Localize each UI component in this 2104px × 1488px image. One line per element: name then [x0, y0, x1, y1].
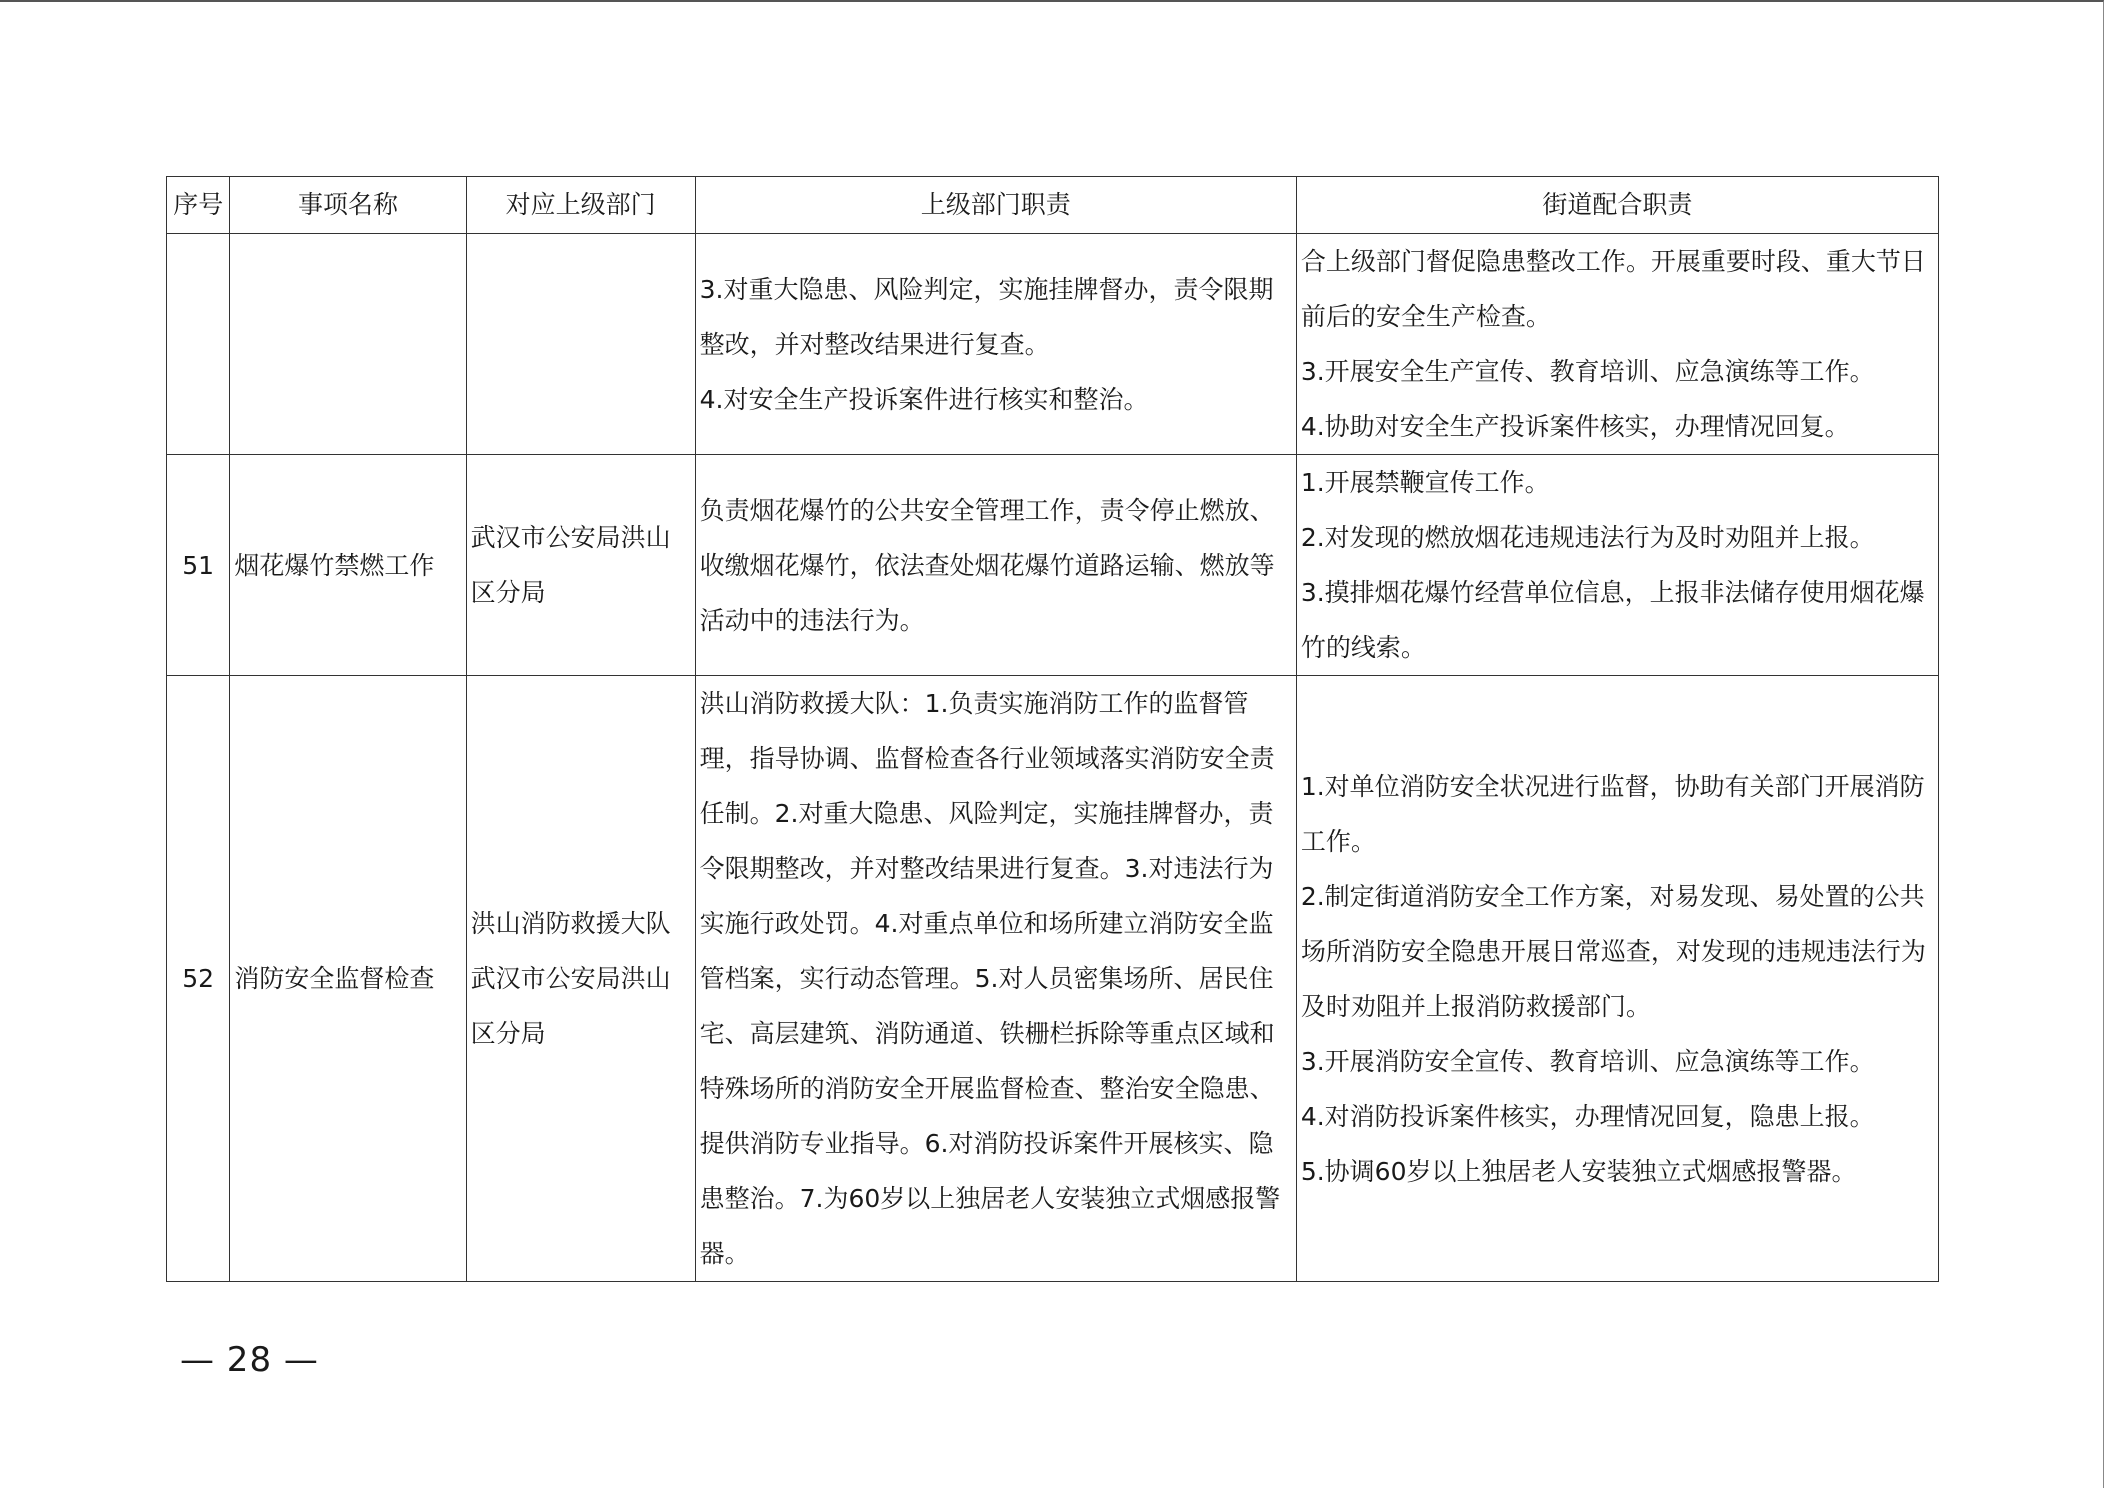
duty-table — [166, 176, 1939, 1282]
row-upper-duty — [695, 455, 1296, 676]
duty-paragraph: 5.协调60岁以上独居老人安装独立式烟感报警器。 — [1300, 1156, 1857, 1186]
duty-paragraph: 2.对发现的燃放烟花违规违法行为及时劝阻并上报。 — [1300, 523, 1875, 552]
header-num: 序号 — [167, 177, 230, 234]
duty-paragraph: 1.开展禁鞭宣传工作。 — [1300, 468, 1550, 497]
table-row — [167, 234, 1939, 455]
duty-paragraph: 1.对单位消防安全状况进行监督，协助有关部门开展消防工作。 — [1300, 771, 1925, 856]
dept-line: 洪山消防救援大队 — [470, 909, 671, 938]
duty-paragraph: 2.制定街道消防安全工作方案，对易发现、易处置的公共场所消防安全隐患开展日常巡查，对发现的违规违法行为及时劝阻并上报消防救援部门。 — [1300, 881, 1926, 1021]
row-upper-duty — [695, 234, 1296, 455]
row-street-duty — [1296, 676, 1938, 1282]
duty-paragraph: 3.摸排烟花爆竹经营单位信息，上报非法储存使用烟花爆竹的线索。 — [1300, 578, 1925, 662]
table-header-row — [167, 177, 1939, 234]
table-row — [167, 676, 1939, 1282]
page-number: — 28 — — [180, 1340, 319, 1380]
row-num: 51 — [167, 455, 230, 676]
duty-paragraph: 合上级部门督促隐患整改工作。开展重要时段、重大节日前后的安全生产检查。 — [1300, 247, 1926, 331]
row-street-duty — [1296, 455, 1938, 676]
header-item-name: 事项名称 — [230, 177, 466, 234]
duty-paragraph: 4.协助对安全生产投诉案件核实，办理情况回复。 — [1300, 412, 1850, 441]
header-street-duty: 街道配合职责 — [1296, 177, 1938, 234]
row-dept — [466, 234, 695, 455]
table-row — [167, 455, 1939, 676]
row-name: 烟花爆竹禁燃工作 — [230, 455, 466, 676]
row-upper-duty — [695, 676, 1296, 1282]
row-name — [230, 234, 466, 455]
row-num — [167, 234, 230, 455]
header-upper-duty: 上级部门职责 — [695, 177, 1296, 234]
dept-line: 武汉市公安局洪山区分局 — [470, 964, 671, 1048]
row-num: 52 — [167, 676, 230, 1282]
duty-paragraph: 3.对重大隐患、风险判定，实施挂牌督办，责令限期整改，并对整改结果进行复查。 — [699, 274, 1274, 359]
duty-paragraph: 4.对消防投诉案件核实，办理情况回复，隐患上报。 — [1300, 1101, 1875, 1131]
row-name: 消防安全监督检查 — [230, 676, 466, 1282]
row-dept — [466, 455, 695, 676]
duty-paragraph: 3.开展消防安全宣传、教育培训、应急演练等工作。 — [1300, 1046, 1875, 1076]
dept-line: 武汉市公安局洪山区分局 — [470, 523, 671, 607]
row-dept — [466, 676, 695, 1282]
header-dept: 对应上级部门 — [466, 177, 695, 234]
duty-paragraph: 4.对安全生产投诉案件进行核实和整治。 — [699, 384, 1149, 414]
duty-paragraph: 洪山消防救援大队：1.负责实施消防工作的监督管理，指导协调、监督检查各行业领域落实消防安全责任制。2.对重大隐患、风险判定，实施挂牌督办，责令限期整改，并对整改结果进行复查。3.对违法行为实施行政处罚。4.对重点单位和场所建立消防安全监管档案，实行动态管理。5.对人员密集场所、居民住宅、高层建筑、消防通道、铁栅栏拆除等重点区域和特殊场所的消防安全开展监督检查、整治安全隐患、提供消防专业指导。6.对消防投诉案件开展核实、隐患整治。7.为60岁以上独居老人安装独立式烟感报警器。 — [699, 689, 1281, 1268]
duty-paragraph: 负责烟花爆竹的公共安全管理工作，责令停止燃放、收缴烟花爆竹，依法查处烟花爆竹道路运输、燃放等活动中的违法行为。 — [699, 495, 1275, 635]
row-street-duty — [1296, 234, 1938, 455]
duty-paragraph: 3.开展安全生产宣传、教育培训、应急演练等工作。 — [1300, 357, 1875, 386]
